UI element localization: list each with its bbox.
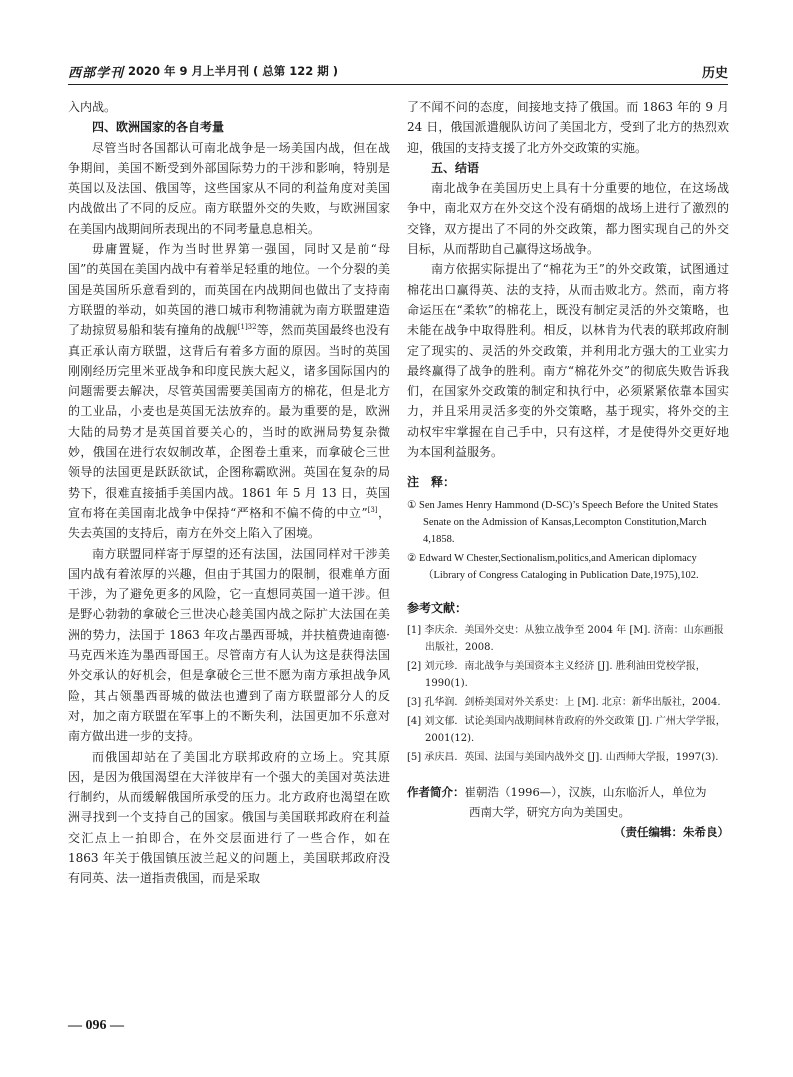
header-rule	[68, 84, 728, 85]
paragraph: 南方联盟同样寄于厚望的还有法国，法国同样对干涉美国内战有着浓厚的兴趣，但由于其国力的限制，很难单方面干涉，为了避免更多的风险，它一直想同英国一道干涉。但是野心勃勃的拿破仑三世决心趁美国内战之际扩大法国在美洲的势力，法国于 1863 年攻占墨西哥城，并扶植费迪南德·马克西米连为墨西哥国王。尽管南方有人认为这是获得法国外交承认的好机会，但是拿破仑三世不愿为南方承担战争风险，其占领墨西哥城的做法也遭到了南方联盟部分人的反对，加之南方联盟在军事上的不断失利，法国更加不乐意对南方做出进一步的支持。	[68, 546, 390, 744]
author-text: 崔朝浩（1996—），汉族，山东临沂人，单位为	[464, 784, 707, 799]
left-column	[68, 97, 390, 889]
references-title: 参考文献：	[407, 600, 468, 615]
reference-item: [5] 承庆昌．英国、法国与美国内战外交 [J]. 山西师大学报，1997(3).	[407, 751, 719, 763]
citation-mark: [3]	[367, 505, 378, 514]
reference-item: [2] 刘元珍．南北战争与美国资本主义经济 [J]. 胜利油田党校学报，1990(1).	[407, 660, 706, 689]
section-heading: 四、欧洲国家的各自考量	[92, 120, 225, 135]
section-heading: 五、结语	[431, 160, 480, 175]
page-header	[68, 62, 728, 84]
right-column	[407, 97, 729, 842]
author-bio	[407, 782, 729, 822]
reference-item: [4] 刘文郁．试论美国内战期间林肯政府的外交政策 [J]. 广州大学学报，2001(12).	[407, 715, 726, 744]
page-number: — 096 —	[68, 1018, 124, 1033]
paragraph: 南北战争在美国历史上具有十分重要的地位，在这场战争中，南北双方在外交这个没有硝烟的战场上进行了激烈的交锋，双方提出了不同的外交政策，都力图实现自己的外交目标，从而帮助自己赢得这场战争。	[407, 181, 729, 257]
author-text: 西南大学，研究方向为美国史。	[469, 804, 630, 819]
note-item: ① Sen James Henry Hammond (D-SC)’s Speech Before the United States Senate on the Admission of Kansas,Lecompton Constitution,March 4,1858.	[407, 499, 718, 545]
paragraph: 尽管当时各国都认可南北战争是一场美国内战，但在战争期间，美国不断受到外部国际势力的干涉和影响，特别是英国以及法国、俄国等，这些国家从不同的利益角度对美国内战做出了不同的反应。南方联盟外交的失败，与欧洲国家在美国内战期间所表现出的不同考量息息相关。	[68, 140, 390, 236]
paragraph: 了不闻不问的态度，间接地支持了俄国。而 1863 年的 9 月 24 日，俄国派遣舰队访问了美国北方，受到了北方的热烈欢迎，俄国的支持支援了北方外交政策的实施。	[407, 100, 729, 155]
journal-logo: 西部学刊	[68, 66, 125, 81]
reference-item: [3] 孔华润．剑桥美国对外关系史：上 [M]. 北京：新华出版社，2004.	[407, 696, 721, 708]
paragraph-text: 毋庸置疑，作为当时世界第一强国，同时又是前“母国”的英国在美国内战中有着举足轻重的地位。一个分裂的美国是英国所乐意看到的，而英国在内战期间也做出了支持南方联盟的举动，如英国的港口城市利物浦就为南方联盟建造了劫掠贸易船和装有撞角的战舰	[68, 242, 390, 338]
note-item: ② Edward W Chester,Sectionalism,politics,and American diplomacy（Library of Congress Cataloging in Publication Date,1975),102.	[407, 552, 699, 581]
issue-info: 2020 年 9 月上半月刊 ( 总第 122 期 )	[128, 64, 339, 78]
notes-title: 注 释：	[407, 475, 456, 490]
paragraph: 而俄国却站在了美国北方联邦政府的立场上。究其原因，是因为俄国渴望在大洋彼岸有一个强大的美国对英法进行制约，从而缓解俄国所承受的压力。北方政府也渴望在欧洲寻找到一个支持自己的国家。俄国与美国联邦政府在利益交汇点上一拍即合，在外交层面进行了一些合作，如在 1863 年关于俄国镇压波兰起义的问题上，美国联邦政府没有同英、法一道指责俄国，而是采取	[68, 749, 390, 886]
paragraph-text: 等，然而英国最终也没有真正承认南方联盟，这背后有着多方面的原因。当时的英国刚刚经历完里米亚战争和印度民族大起义，诸多国际国内的问题需要去解决，尽管英国需要美国南方的棉花，但是北方的工业品，小麦也是英国无法放弃的。最为重要的是，欧洲大陆的局势才是英国首要关心的，当时的欧洲局势复杂微妙，俄国在进行农奴制改革，企图卷土重来，而拿破仑三世领导的法国更是跃跃欲试，企图称霸欧洲。英国在复杂的局势下，很难直接插手美国内战。1861 年 5 月 13 日，英国宣布将在美国南北战争中保持“严格和不偏不倚的中立”	[68, 323, 390, 520]
responsible-editor: （责任编辑：朱希良）	[614, 824, 729, 839]
section-name: 历史	[701, 66, 728, 81]
reference-item: [1] 李庆余．美国外交史：从独立战争至 2004 年 [M]. 济南：山东画报出版社，2008.	[407, 624, 724, 653]
paragraph: 南方依据实际提出了“棉花为王”的外交政策，试图通过棉花出口赢得英、法的支持，从而击败北方。然而，南方将命运压在“柔软”的棉花上，既没有制定灵活的外交策略，也未能在战争中取得胜利。相反，以林肯为代表的联邦政府制定了现实的、灵活的外交政策，并利用北方强大的工业实力最终赢得了战争的胜利。南方“棉花外交”的彻底失败告诉我们，在国家外交政策的制定和执行中，必须紧紧依靠本国实力，并且采用灵活多变的外交策略，基于现实，将外交的主动权牢牢掌握在自己手中，只有这样，才是使得外交更好地为本国利益服务。	[407, 262, 729, 460]
paragraph-text: ，失去英国的支持后，南方在外交上陷入了困境。	[68, 505, 390, 541]
author-label: 作者简介：	[407, 784, 465, 799]
citation-mark: [1]32	[237, 323, 257, 332]
paragraph	[68, 239, 390, 543]
paragraph: 入内战。	[68, 100, 117, 114]
